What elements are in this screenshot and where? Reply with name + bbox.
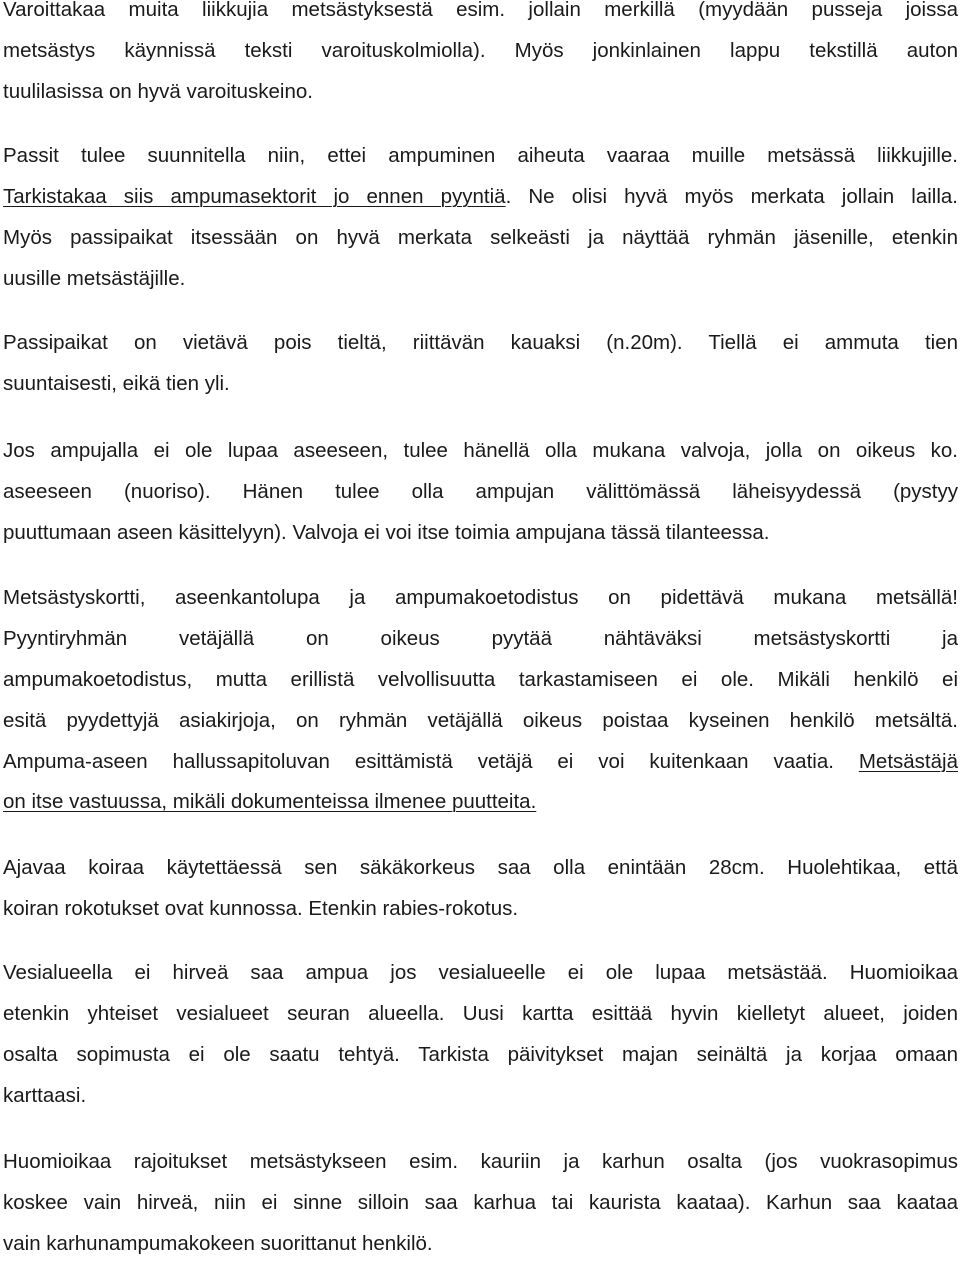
text-run: Ampuma-aseen hallussapitoluvan esittämistä vetäjä ei voi kuitenkaan vaatia. bbox=[3, 749, 859, 773]
text-line: karttaasi. bbox=[3, 1083, 87, 1107]
underlined-emphasis: Tarkistakaa siis ampumasektorit jo ennen pyyntiä bbox=[3, 184, 506, 208]
text-line: Varoittakaa muita liikkujia metsästyksestä esim. jollain merkillä (myydään pusseja joissa bbox=[3, 0, 958, 21]
text-line: etenkin yhteiset vesialueet seuran alueella. Uusi kartta esittää hyvin kielletyt alueet, joiden bbox=[3, 1001, 958, 1025]
text-line bbox=[3, 177, 958, 218]
paragraph-stand-positions bbox=[3, 323, 958, 405]
underlined-emphasis: on itse vastuussa, mikäli dokumenteissa ilmenee puutteita. bbox=[3, 790, 537, 814]
text-line: suuntaisesti, eikä tien yli. bbox=[3, 371, 230, 395]
text-line: Vesialueella ei hirveä saa ampua jos vesialueelle ei ole lupaa metsästää. Huomioikaa bbox=[3, 961, 958, 984]
text-line: osalta sopimusta ei ole saatu tehtyä. Tarkista päivitykset majan seinältä ja korjaa omaan bbox=[3, 1042, 958, 1066]
paragraph-documents bbox=[3, 578, 958, 823]
paragraph-supervisor bbox=[3, 431, 958, 554]
text-line: tuulilasissa on hyvä varoituskeino. bbox=[3, 79, 313, 103]
underlined-emphasis: Metsästäjä bbox=[858, 749, 958, 773]
paragraph-dogs bbox=[3, 848, 958, 930]
text-line: aseeseen (nuoriso). Hänen tulee olla ampujan välittömässä läheisyydessä (pystyy bbox=[3, 479, 958, 503]
paragraph-water-areas bbox=[3, 953, 958, 1117]
text-line: Metsästyskortti, aseenkantolupa ja ampumakoetodistus on pidettävä mukana metsällä! bbox=[3, 586, 958, 609]
text-line: Pyyntiryhmän vetäjällä on oikeus pyytää nähtäväksi metsästyskortti ja bbox=[3, 626, 958, 650]
text-line: uusille metsästäjille. bbox=[3, 266, 186, 290]
text-line bbox=[3, 742, 958, 783]
text-line: Huomioikaa rajoitukset metsästykseen esim. kauriin ja karhun osalta (jos vuokrasopimus bbox=[3, 1150, 958, 1173]
text-line: koiran rokotukset ovat kunnossa. Etenkin rabies-rokotus. bbox=[3, 896, 519, 920]
text-line: Myös passipaikat itsessään on hyvä merkata selkeästi ja näyttää ryhmän jäsenille, etenkin bbox=[3, 225, 958, 249]
text-line: koskee vain hirveä, niin ei sinne silloin saa karhua tai kauristа kaataa). Karhun saa kaataa bbox=[3, 1190, 958, 1214]
text-line: metsästys käynnissä teksti varoituskolmiolla). Myös jonkinlainen lappu tekstillä auton bbox=[3, 38, 958, 62]
text-line: ampumakoetodistus, mutta erillistä velvollisuutta tarkastamiseen ei ole. Mikäli henkilö ei bbox=[3, 667, 958, 691]
text-line: Passit tulee suunnitella niin, ettei ampuminen aiheuta vaaraa muille metsässä liikkujille. bbox=[3, 144, 958, 167]
text-run: . Ne olisi hyvä myös merkata jollain lailla. bbox=[505, 184, 958, 208]
paragraph-restrictions bbox=[3, 1142, 958, 1261]
text-line: puuttumaan aseen käsittelyyn). Valvoja ei voi itse toimia ampujana tässä tilanteessa. bbox=[3, 520, 770, 544]
paragraph-warn-others bbox=[3, 0, 958, 113]
text-line: esitä pyydettyjä asiakirjoja, on ryhmän vetäjällä oikeus poistaa kyseinen henkilö metsältä. bbox=[3, 708, 958, 732]
paragraph-shooting-sectors bbox=[3, 136, 958, 300]
text-line: Ajavaa koiraa käytettäessä sen säkäkorkeus saa olla enintään 28cm. Huolehtikaa, että bbox=[3, 856, 958, 879]
text-line bbox=[3, 782, 958, 823]
text-line: Passipaikat on vietävä pois tieltä, riittävän kauaksi (n.20m). Tiellä ei ammuta tien bbox=[3, 331, 958, 354]
text-line: vain karhunampumakokeen suorittanut henkilö. bbox=[3, 1231, 433, 1255]
text-line: Jos ampujalla ei ole lupaa aseeseen, tulee hänellä olla mukana valvoja, jolla on oikeus ko. bbox=[3, 439, 958, 462]
